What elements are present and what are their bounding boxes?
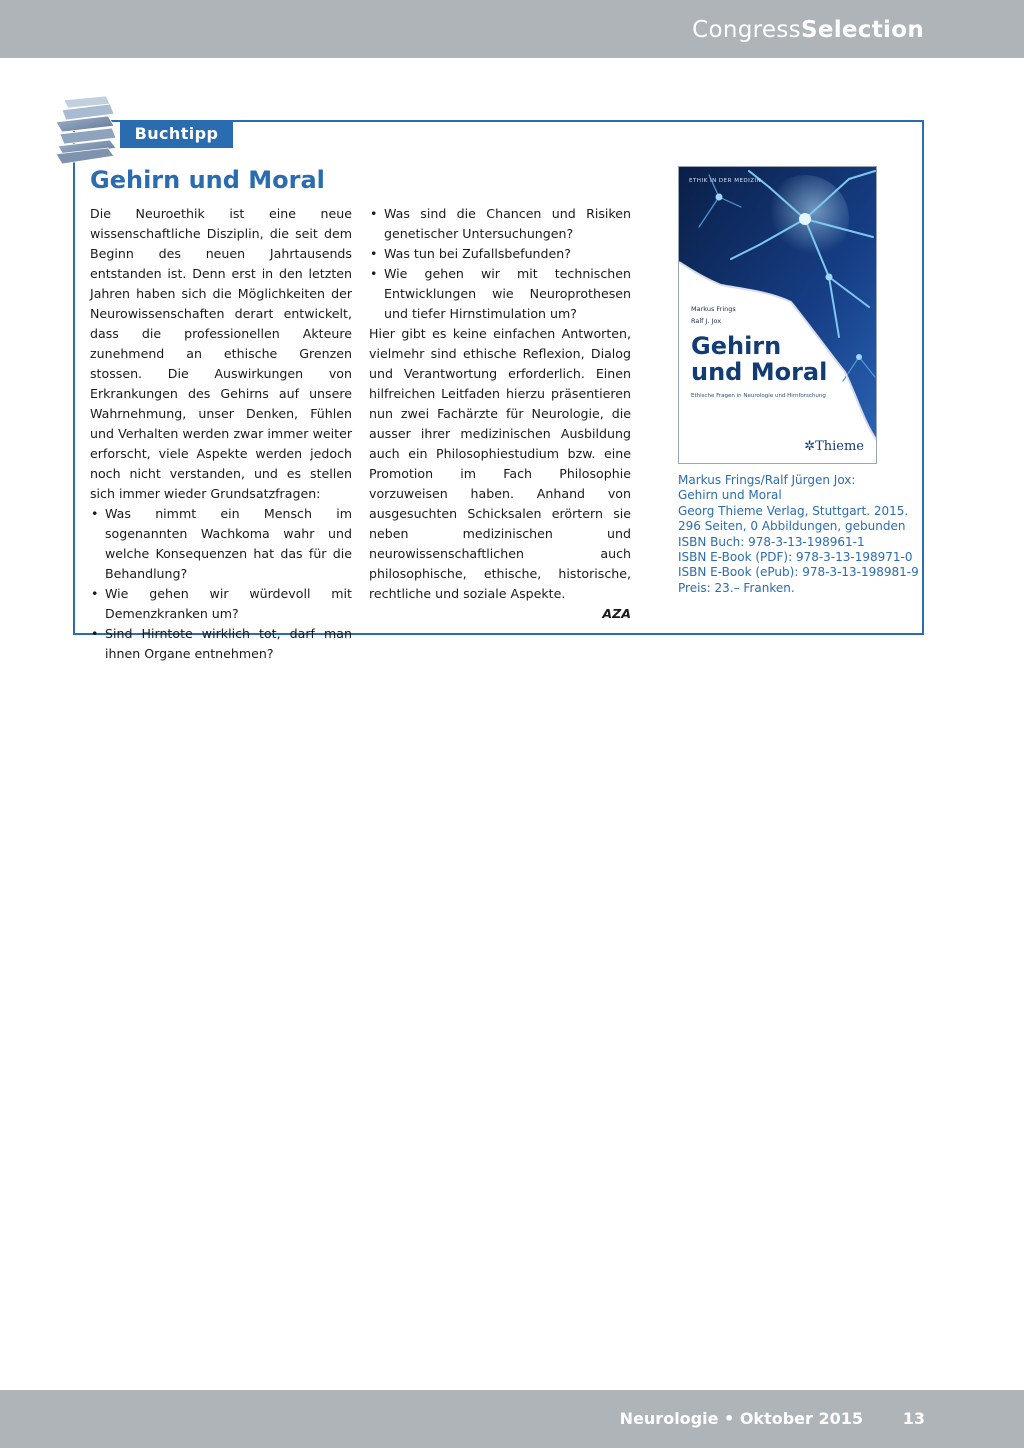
brand-light: Congress	[692, 17, 801, 43]
biblio-line: Georg Thieme Verlag, Stuttgart. 2015.	[678, 503, 909, 518]
article-title: Gehirn und Moral	[90, 166, 325, 194]
cover-author-2: Ralf J. Jox	[691, 317, 722, 325]
book-cover-image	[678, 166, 877, 464]
cover-title-line-1: Gehirn	[691, 332, 782, 360]
list-item: • Was tun bei Zufallsbefunden?	[369, 244, 631, 264]
thieme-icon: ✲	[804, 439, 816, 454]
biblio-line: Markus Frings/Ralf Jürgen Jox:	[678, 473, 856, 487]
cover-publisher-logo	[804, 439, 864, 454]
cover-author-1: Markus Frings	[691, 305, 736, 313]
intro-paragraph: Die Neuroethik ist eine neue wissenschaftliche Disziplin, die seit dem Beginn des neuen Jahrtausends entstanden ist. Denn erst in den letzten Jahren haben sich die Möglichkeiten der Neurowissenschaften derart entwickelt, dass die professionellen Akteure zunehmend an ethische Grenzen stossen. Die Auswirkungen von Erkrankungen des Gehirns auf unsere Wahrnehmung, unser Denken, Fühlen und Verhalten werden zwar immer weiter erforscht, viele Aspekte werden jedoch noch nicht verstanden, und es stellen sich immer wieder Grundsatzfragen:	[90, 206, 352, 501]
page-header	[0, 0, 1024, 58]
list-item: • Wie gehen wir mit technischen Entwicklungen wie Neuroprothesen und tiefer Hirnstimulation um?	[369, 264, 631, 324]
list-item: • Was sind die Chancen und Risiken genetischer Untersuchungen?	[369, 204, 631, 244]
question-list-1	[90, 504, 352, 664]
cover-publisher: Thieme	[815, 439, 864, 454]
biblio-line: ISBN E-Book (ePub): 978-3-13-198981-9	[678, 565, 919, 580]
cover-title	[691, 333, 827, 385]
footer-issue: Neurologie • Oktober 2015	[619, 1409, 863, 1428]
cover-series: ETHIK IN DER MEDIZIN	[689, 178, 762, 184]
question-list-2	[369, 204, 631, 324]
list-item: • Wie gehen wir würdevoll mit Demenzkranken um?	[90, 584, 352, 624]
cover-subtitle: Ethische Fragen in Neurologie und Hirnforschung	[691, 393, 826, 399]
buchtipp-tag: Buchtipp	[120, 120, 233, 148]
list-item: • Was nimmt ein Mensch im sogenannten Wachkoma wahr und welche Konsequenzen hat das für die Behandlung?	[90, 504, 352, 584]
biblio-line: Preis: 23.– Franken.	[678, 580, 795, 595]
biblio-line: Gehirn und Moral	[678, 488, 782, 503]
biblio-line: ISBN E-Book (PDF): 978-3-13-198971-0	[678, 550, 913, 565]
body-paragraph: Hier gibt es keine einfachen Antworten, vielmehr sind ethische Reflexion, Dialog und Verantwortung erforderlich. Einen hilfreichen Leitfaden hierzu präsentieren nun zwei Fachärzte für Neurologie, die ausser ihrer medizinischen Ausbildung auch ein Philosophiestudium bzw. eine Promotion im Fach Philosophie vorzuweisen haben. Anhand von ausgesuchten Schicksalen erörtern sie neben medizinischen und neurowissenschaftlichen auch philosophische, ethische, historische, rechtliche und soziale Aspekte.	[369, 326, 631, 601]
text-column-1	[90, 204, 352, 664]
text-column-2	[369, 204, 631, 624]
biblio-line: ISBN Buch: 978-3-13-198961-1	[678, 534, 865, 549]
brand-bold: Selection	[800, 17, 924, 43]
cover-title-line-2: und Moral	[691, 358, 828, 386]
bibliographic-info	[678, 473, 918, 596]
neuron-illustration	[679, 167, 877, 464]
list-item: • Sind Hirntote wirklich tot, darf man ihnen Organe entnehmen?	[90, 624, 352, 664]
page-footer	[0, 1390, 1024, 1448]
author-initials: AZA	[602, 606, 631, 621]
books-stack-icon	[52, 96, 120, 166]
congress-selection-logo	[692, 17, 924, 43]
page-number: 13	[902, 1409, 925, 1428]
biblio-line: 296 Seiten, 0 Abbildungen, gebunden	[678, 519, 906, 534]
